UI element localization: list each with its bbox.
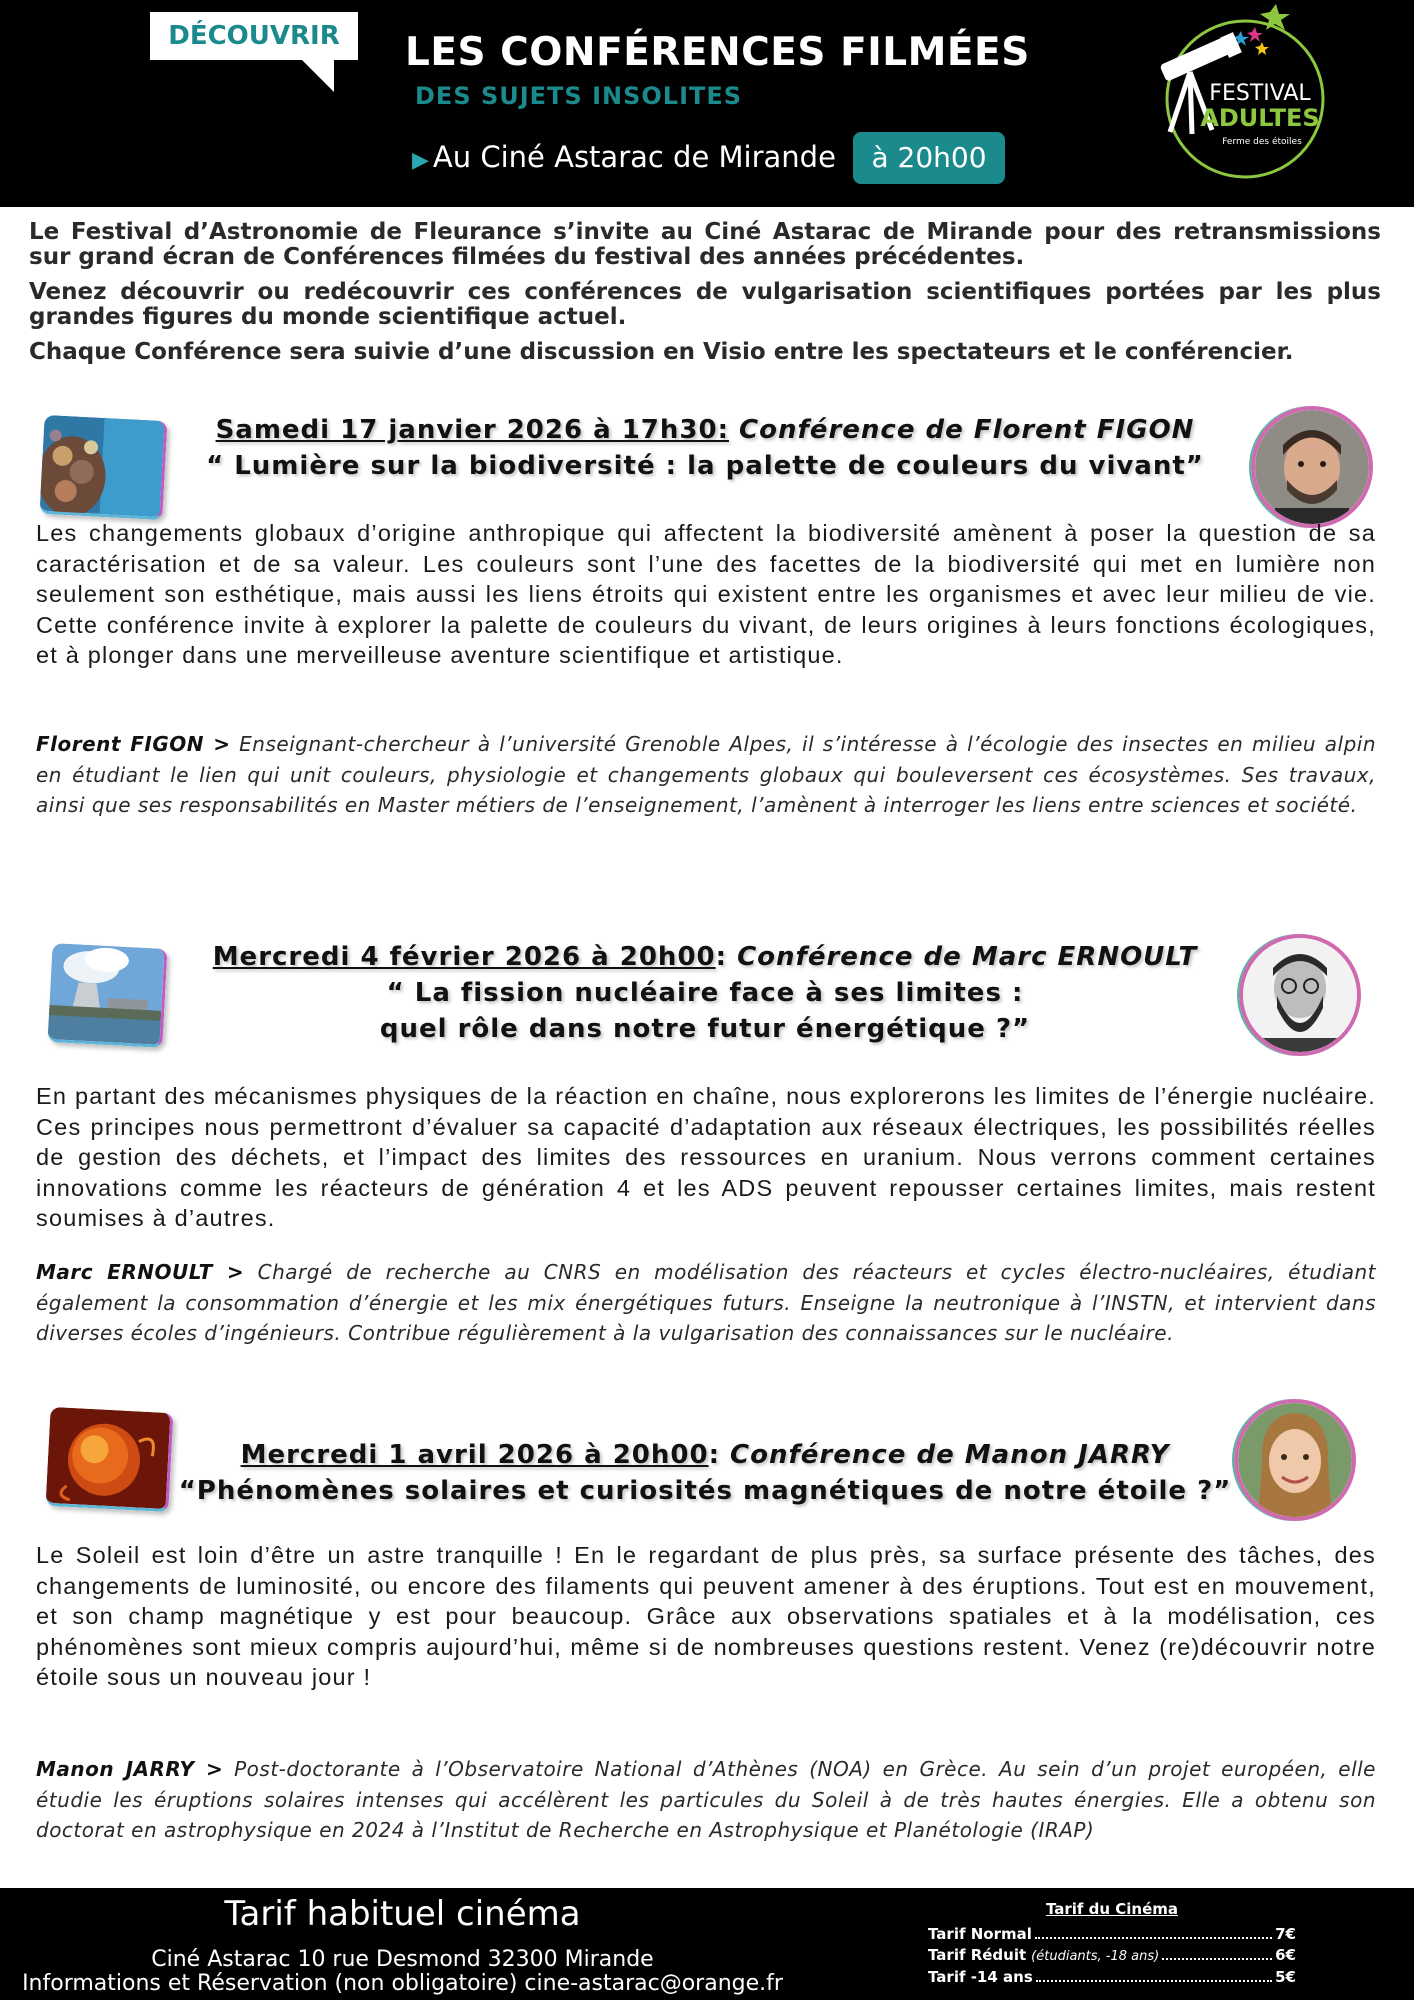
conference-3-description: Le Soleil est loin d’être un astre tranquille ! En le regardant de plus près, sa surface présente des tâches, des changements de luminosité, ou encore des filaments qui peuvent amener à des éruptions. Tout est en mouvement, et son champ magnétique y est pour beaucoup. Grâce aux observations spatiales et à la modélisation, ces phénomènes sont mieux compris aujourd’hui, même si de nombreuses questions restent. Venez (re)découvrir notre étoile sous un nouveau jour !: [36, 1542, 1376, 1690]
tarif-label: Tarif Réduit: [928, 1946, 1027, 1964]
intro-paragraph-2: Venez découvrir ou redécouvrir ces conférences de vulgarisation scientifiques portées par les plus grandes figures du monde scientifique actuel.: [29, 279, 1381, 330]
festival-logo: [1140, 2, 1340, 182]
tarif-price: 6€: [1275, 1946, 1296, 1964]
conference-1-heading: [160, 412, 1250, 484]
sub-title: DES SUJETS INSOLITES: [415, 82, 743, 110]
play-arrow-icon: ▶: [412, 148, 429, 173]
conference-2-date-line: Mercredi 4 février 2026 à 20h00: Conférence de Marc ERNOULT: [212, 942, 1198, 972]
sun-image: [45, 1407, 173, 1512]
conference-1-title: “ Lumière sur la biodiversité : la palette de couleurs du vivant”: [206, 451, 1204, 481]
conference-1-bio-text: Enseignant-chercheur à l’université Grenoble Alpes, il s’intéresse à l’écologie des insectes en milieu alpin en étudiant le lien qui unit couleurs, physiologie et changements globaux qui bouleversent ces écosystèmes. Ses travaux, ainsi que ses responsabilités en Master métiers de l’enseignement, l’amènent à interroger les liens entre sciences et société.: [36, 732, 1376, 817]
conference-2-bio: [36, 1257, 1376, 1349]
conference-2-date: Mercredi 4 février 2026 à 20h00: [212, 942, 716, 972]
logo-festival-text: FESTIVAL: [1209, 81, 1311, 106]
conference-3-date: Mercredi 1 avril 2026 à 20h00: [240, 1440, 709, 1470]
tarif-note: (étudiants, -18 ans): [1031, 1949, 1160, 1964]
manon-jarry-portrait: [1234, 1399, 1356, 1521]
conference-2-speaker: Conférence de Marc ERNOULT: [737, 942, 1198, 972]
header-banner: [0, 0, 1414, 207]
tarif-label: Tarif Normal: [928, 1925, 1032, 1943]
time-badge: à 20h00: [853, 132, 1005, 184]
conference-2-description: En partant des mécanismes physiques de la réaction en chaîne, nous explorerons les limites de l’énergie nucléaire. Ces principes nous permettront d’évaluer sa capacité d’adaptation aux réseaux électriques, les possibilités réelles de gestion des déchets, et l’impact des limites des ressources en uranium. Nous verrons comment certaines innovations comme les réacteurs de génération 4 et les ADS peuvent repousser certaines limites, mais restent soumises à d’autres.: [36, 1083, 1376, 1231]
tarif-box: [928, 1900, 1296, 1988]
conference-3-heading: [160, 1437, 1250, 1509]
venue-text: Au Ciné Astarac de Mirande: [432, 140, 836, 174]
logo-ferme-text: Ferme des étoiles: [1222, 137, 1302, 147]
tarif-row-14ans: [928, 1967, 1296, 1988]
conference-3-bio-name: Manon JARRY >: [36, 1757, 224, 1781]
tarif-label: Tarif -14 ans: [928, 1968, 1033, 1986]
marc-ernoult-portrait: [1239, 934, 1361, 1056]
footer: [0, 1888, 1414, 2000]
logo-adultes-text: ADULTES: [1200, 104, 1320, 132]
conference-3-title: “Phénomènes solaires et curiosités magnétiques de notre étoile ?”: [178, 1476, 1232, 1506]
conference-3-date-line: Mercredi 1 avril 2026 à 20h00: Conférence de Manon JARRY: [240, 1440, 1170, 1470]
main-title: LES CONFÉRENCES FILMÉES: [405, 30, 1030, 75]
tarif-row-reduit: [928, 1945, 1296, 1967]
tarif-title: Tarif du Cinéma: [1045, 1900, 1179, 1918]
conference-1-bio-name: Florent FIGON >: [36, 732, 231, 756]
tarif-dots: [1036, 1980, 1272, 1982]
intro-paragraph-1: Le Festival d’Astronomie de Fleurance s’invite au Ciné Astarac de Mirande pour des retransmissions sur grand écran de Conférences filmées du festival des années précédentes.: [29, 219, 1381, 270]
tarif-price: 7€: [1275, 1925, 1296, 1943]
decouvrir-badge: DÉCOUVRIR: [150, 12, 358, 60]
tarif-dots: [1035, 1937, 1272, 1939]
conference-3-bio: [36, 1754, 1376, 1846]
conference-1-bio: [36, 729, 1376, 821]
footer-title: Tarif habituel cinéma: [224, 1894, 581, 1934]
tarif-dots: [1162, 1958, 1272, 1960]
tarif-price: 5€: [1275, 1968, 1296, 1986]
conference-2-bio-name: Marc ERNOULT >: [36, 1260, 245, 1284]
conference-3-speaker: Conférence de Manon JARRY: [730, 1440, 1170, 1470]
intro-paragraph-3: Chaque Conférence sera suivie d’une discussion en Visio entre les spectateurs et le conférencier.: [29, 339, 1294, 365]
footer-address: Ciné Astarac 10 rue Desmond 32300 Mirande: [151, 1947, 654, 1972]
conference-2-title-line-1: “ La fission nucléaire face à ses limites :: [386, 978, 1024, 1008]
conference-2-title-line-2: quel rôle dans notre futur énergétique ?”: [379, 1014, 1031, 1044]
tarif-row-normal: [928, 1924, 1296, 1945]
speech-bubble-tail: [300, 58, 334, 92]
venue-line: [412, 140, 836, 174]
florent-figon-portrait: [1251, 406, 1373, 528]
nuclear-plant-image: [47, 943, 167, 1048]
conference-3-bio-text: Post-doctorante à l’Observatoire National d’Athènes (NOA) en Grèce. Au sein d’un projet européen, elle étudie les éruptions solaires intenses qui accélèrent les particules du Soleil à de très hautes énergies. Elle a obtenu son doctorat en astrophysique en 2024 à l’Institut de Recherche en Astrophysique et Planétologie (IRAP): [36, 1757, 1376, 1842]
intro-section: [29, 220, 1381, 375]
conference-1-description: Les changements globaux d’origine anthropique qui affectent la biodiversité amènent à poser la question de sa caractérisation et de sa valeur. Les couleurs sont l’une des facettes de la biodiversité qui met en lumière non seulement son esthétique, mais aussi les liens étroits qui existent entre les organismes et avec leur milieu de vie. Cette conférence invite à explorer la palette de couleurs du vivant, de leurs origines à leurs fonctions écologiques, et à plonger dans une merveilleuse aventure scientifique et artistique.: [36, 520, 1376, 668]
coral-reef-image: [39, 415, 167, 520]
conference-1-speaker: Conférence de Florent FIGON: [739, 415, 1195, 445]
conference-2-bio-text: Chargé de recherche au CNRS en modélisation des réacteurs et cycles électro-nucléaires, étudiant également la consommation d’énergie et les mix énergétiques futurs. Enseigne la neutronique à l’INSTN, et intervient dans diverses écoles d’ingénieurs. Contribue régulièrement à la vulgarisation des connaissances sur le nucléaire.: [36, 1260, 1377, 1345]
conference-1-date: Samedi 17 janvier 2026 à 17h30:: [215, 415, 729, 445]
conference-1-date-line: [160, 412, 1250, 448]
conference-2-heading: [160, 939, 1250, 1047]
footer-info: Informations et Réservation (non obligatoire) cine-astarac@orange.fr: [22, 1971, 783, 1996]
